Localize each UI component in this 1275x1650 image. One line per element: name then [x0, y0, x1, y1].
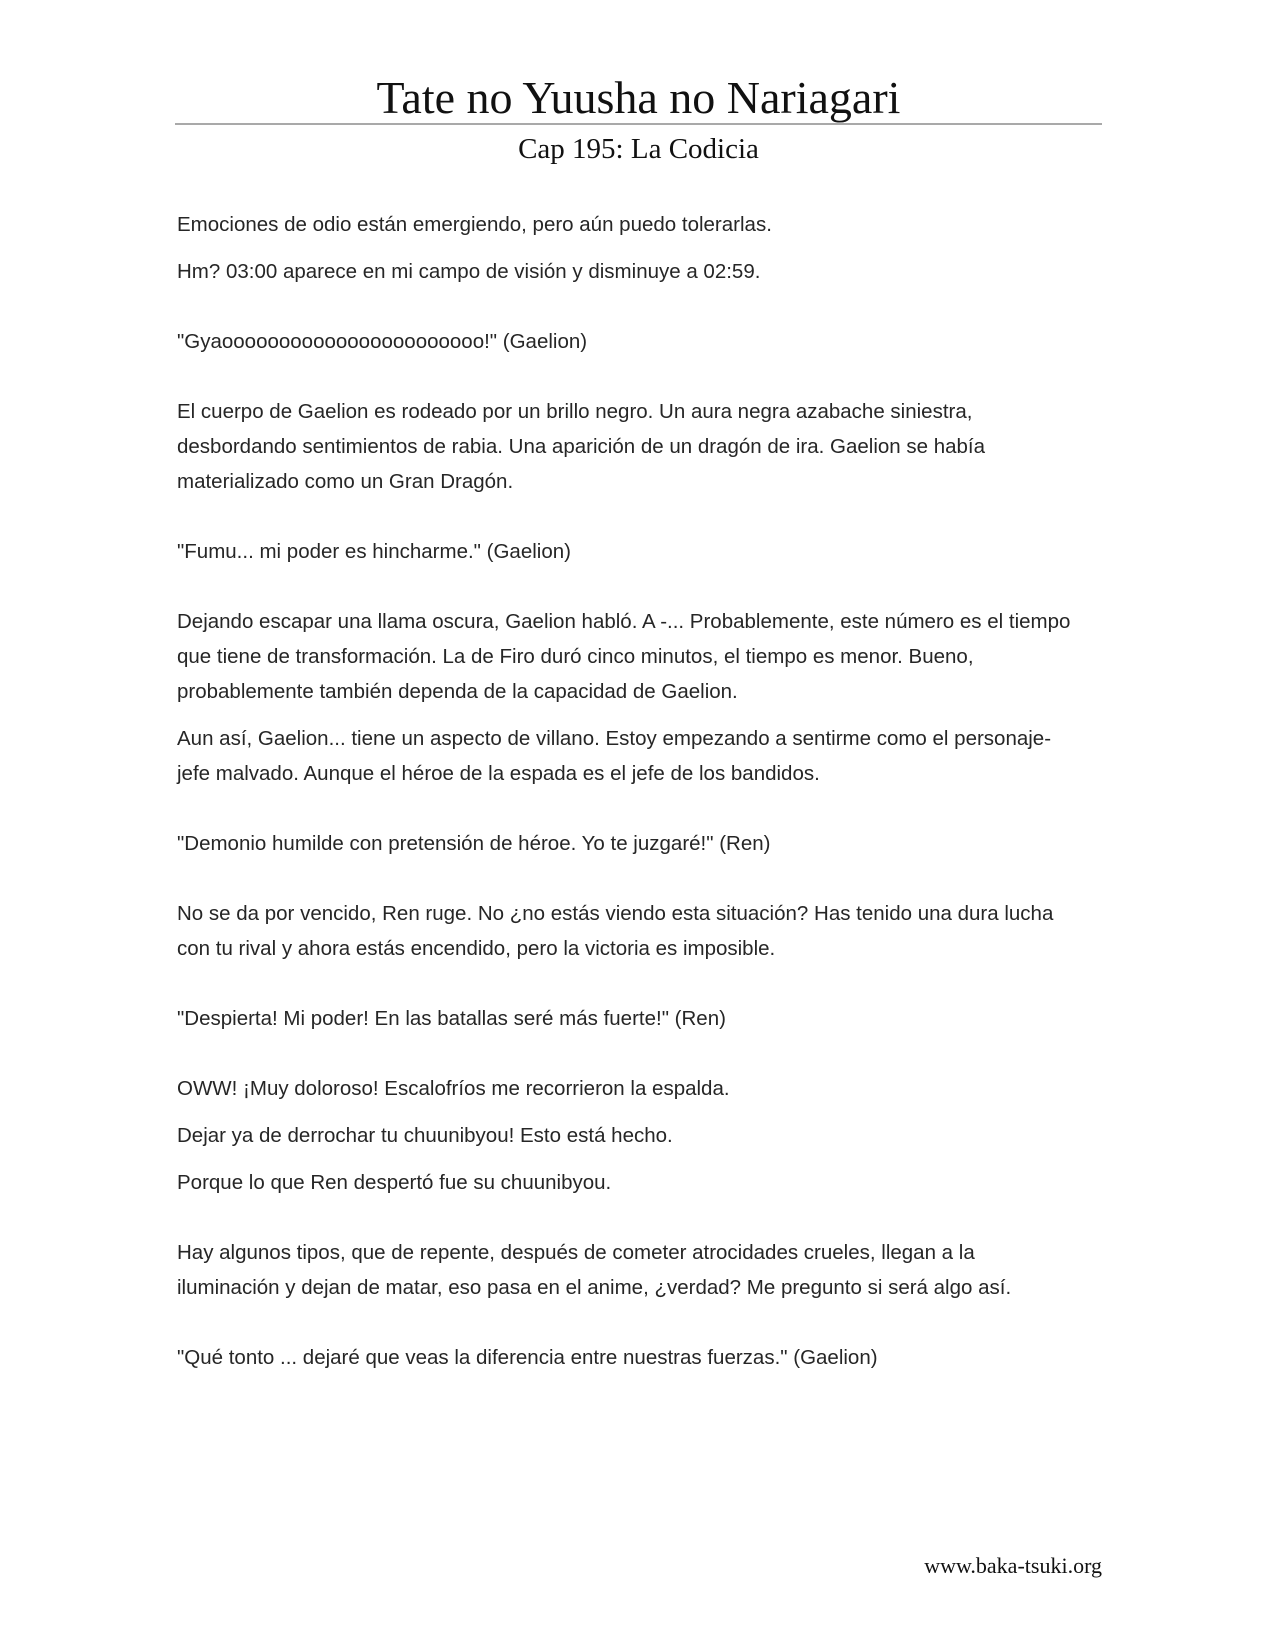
paragraph: Dejando escapar una llama oscura, Gaelion habló. A -... Probablemente, este número es el tiempo que tiene de transformación. La de Firo duró cinco minutos, el tiempo es menor. Bueno, probablemente también dependa de la capacidad de Gaelion. — [177, 610, 1071, 703]
document-title: Tate no Yuusha no Nariagari — [376, 72, 901, 123]
paragraph: No se da por vencido, Ren ruge. No ¿no estás viendo esta situación? Has tenido una dura lucha con tu rival y ahora estás encendido, pero la victoria es imposible. — [177, 902, 1054, 960]
chapter-body — [177, 207, 1077, 1387]
footer-website: www.baka-tsuki.org — [924, 1553, 1102, 1578]
paragraph: Porque lo que Ren despertó fue su chuunibyou. — [177, 1171, 612, 1194]
dialogue-line: "Gyaooooooooooooooooooooooo!" (Gaelion) — [177, 330, 588, 353]
paragraph: OWW! ¡Muy doloroso! Escalofríos me recorrieron la espalda. — [177, 1077, 730, 1100]
paragraph: Emociones de odio están emergiendo, pero aún puedo tolerarlas. — [177, 213, 772, 236]
paragraph: El cuerpo de Gaelion es rodeado por un brillo negro. Un aura negra azabache siniestra, desbordando sentimientos de rabia. Una aparición de un dragón de ira. Gaelion se había materializado como un Gran Dragón. — [177, 400, 986, 493]
dialogue-line: "Qué tonto ... dejaré que veas la diferencia entre nuestras fuerzas." (Gaelion) — [177, 1346, 878, 1369]
paragraph: Hm? 03:00 aparece en mi campo de visión y disminuye a 02:59. — [177, 260, 761, 283]
paragraph: Hay algunos tipos, que de repente, después de cometer atrocidades crueles, llegan a la iluminación y dejan de matar, eso pasa en el anime, ¿verdad? Me pregunto si será algo así. — [177, 1241, 1012, 1299]
chapter-title: Cap 195: La Codicia — [518, 133, 759, 165]
title-divider — [175, 123, 1102, 125]
paragraph: Dejar ya de derrochar tu chuunibyou! Esto está hecho. — [177, 1124, 673, 1147]
dialogue-line: "Despierta! Mi poder! En las batallas seré más fuerte!" (Ren) — [177, 1007, 726, 1030]
paragraph: Aun así, Gaelion... tiene un aspecto de villano. Estoy empezando a sentirme como el personaje-jefe malvado. Aunque el héroe de la espada es el jefe de los bandidos. — [177, 727, 1052, 785]
dialogue-line: "Demonio humilde con pretensión de héroe. Yo te juzgaré!" (Ren) — [177, 832, 771, 855]
dialogue-line: "Fumu... mi poder es hincharme." (Gaelion) — [177, 540, 571, 563]
